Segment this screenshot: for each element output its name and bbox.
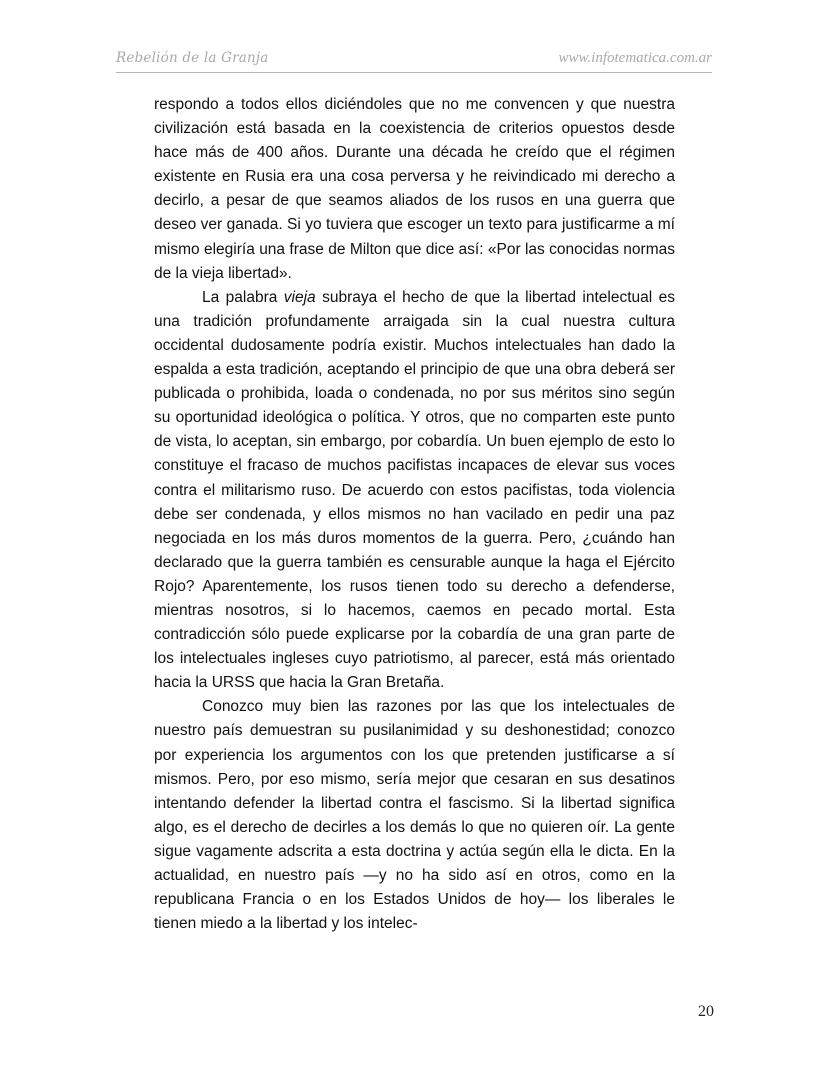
body-text xyxy=(154,93,675,936)
paragraph-2-rest: subraya el hecho de que la libertad intelectual es una tradición profundamente arraigada sin la cual nuestra cultura occidental dudosamente podría existir. Muchos intelectuales han dado la espalda a esta tradición, aceptando el principio de que una obra deberá ser publicada o prohibida, loada o condenada, no por sus méritos sino según su oportunidad ideológica o política. Y otros, que no comparten este punto de vista, lo aceptan, sin embargo, por cobardía. Un buen ejemplo de esto lo constituye el fracaso de muchos pacifistas incapaces de elevar sus voces contra el militarismo ruso. De acuerdo con estos pacifistas, toda violencia debe ser condenada, y ellos mismos no han vacilado en pedir una paz negociada en los más duros momentos de la guerra. Pero, ¿cuándo han declarado que la guerra también es censurable aunque la haga el Ejército Rojo? Aparentemente, los rusos tienen todo su derecho a defenderse, mientras nosotros, si lo hacemos, caemos en pecado mortal. Esta contradicción sólo puede explicarse por la cobardía de una gran parte de los intelectuales ingleses cuyo patriotismo, al parecer, está más orientado hacia la URSS que hacia la Gran Bretaña. xyxy=(154,288,675,692)
page-number: 20 xyxy=(698,1003,714,1020)
website-url: www.infotematica.com.ar xyxy=(558,50,712,66)
book-title: Rebelión de la Granja xyxy=(116,50,269,66)
emphasized-word: vieja xyxy=(283,288,316,306)
page-header xyxy=(116,48,712,73)
paragraph-3: Conozco muy bien las razones por las que los intelectuales de nuestro país demuestran su pusilanimidad y su deshonestidad; conozco por experiencia los argumentos con los que pretenden justificarse a sí mismos. Pero, por eso mismo, sería mejor que cesaran en sus desatinos intentando defender la libertad contra el fascismo. Si la libertad significa algo, es el derecho de decirles a los demás lo que no quieren oír. La gente sigue vagamente adscrita a esta doctrina y actúa según ella le dicta. En la actualidad, en nuestro país —y no ha sido así en otros, como en la republicana Francia o en los Estados Unidos de hoy— los liberales le tienen miedo a la libertad y los intelec- xyxy=(154,698,675,933)
paragraph-1: respondo a todos ellos diciéndoles que no me convencen y que nuestra civilización está basada en la coexistencia de criterios opuestos desde hace más de 400 años. Durante una década he creído que el régimen existente en Rusia era una cosa perversa y he reivindicado mi derecho a decirlo, a pesar de que seamos aliados de los rusos en una guerra que deseo ver ganada. Si yo tuviera que escoger un texto para justificarme a mí mismo elegiría una frase de Milton que dice así: «Por las conocidas normas de la vieja libertad». xyxy=(154,96,675,282)
paragraph-2 xyxy=(154,286,675,696)
paragraph-2-start: La palabra xyxy=(202,288,284,306)
